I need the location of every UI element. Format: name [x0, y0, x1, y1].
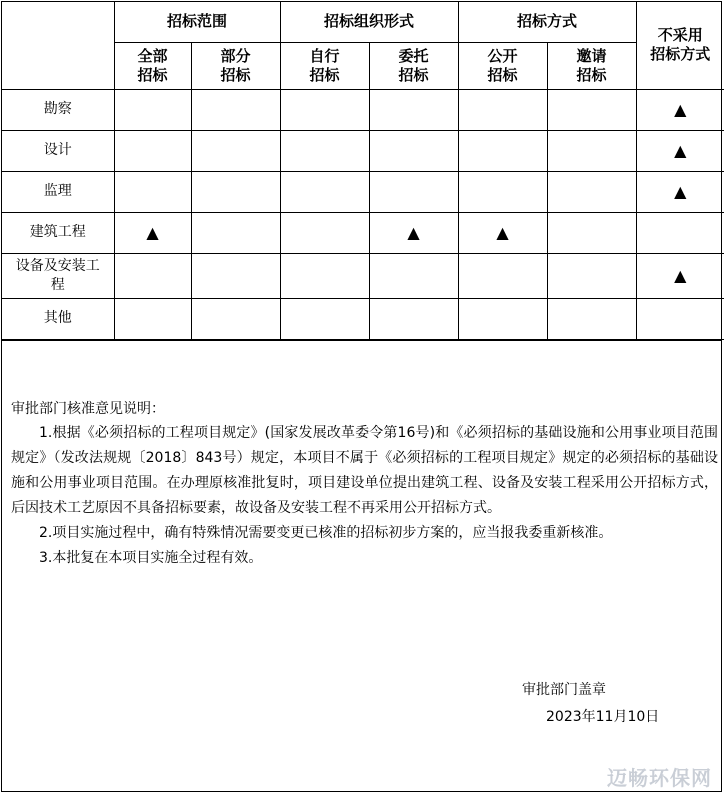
subheader-open	[458, 42, 547, 89]
table-cell	[458, 89, 547, 130]
subheader-line: 公开	[487, 46, 518, 65]
row-label-line: 其他	[43, 310, 72, 326]
table-cell	[369, 171, 458, 212]
table-cell	[191, 130, 280, 171]
group-header-scope: 招标范围	[114, 2, 280, 42]
subheader-line: 部分	[220, 46, 251, 65]
table-row	[2, 253, 724, 298]
table-cell	[114, 171, 191, 212]
subheader-line: 邀请	[576, 46, 607, 65]
table-row	[2, 212, 724, 253]
table-cell: ▲	[636, 130, 724, 171]
row-label-other	[2, 298, 114, 339]
subheader-partial	[191, 42, 280, 89]
table-cell	[547, 130, 636, 171]
group-header-method: 招标方式	[458, 2, 636, 42]
stamp-label: 审批部门盖章	[522, 682, 606, 698]
row-label-construction	[2, 212, 114, 253]
table-cell	[636, 298, 724, 339]
opinion-heading: 审批部门核准意见说明：	[11, 401, 165, 417]
approval-date: 2023年11月10日	[546, 709, 660, 725]
table-cell	[191, 253, 280, 298]
subheader-line: 招标	[220, 65, 251, 84]
row-label-line: 设备及安装工	[15, 257, 100, 274]
row-label-design	[2, 130, 114, 171]
table-cell	[636, 212, 724, 253]
row-label-line: 设计	[43, 142, 72, 158]
opinion-body	[11, 421, 718, 571]
group-header-organization: 招标组织形式	[280, 2, 458, 42]
table-cell	[369, 130, 458, 171]
subheader-entrusted	[369, 42, 458, 89]
header-no-bid-line1: 不采用	[657, 26, 703, 45]
table-cell: ▲	[458, 212, 547, 253]
opinion-paragraph: 3.本批复在本项目实施全过程有效。	[39, 550, 263, 566]
table-cell	[547, 298, 636, 339]
table-cell	[191, 212, 280, 253]
approval-document	[1, 1, 722, 792]
row-label-supervision	[2, 171, 114, 212]
header-row-groups	[2, 2, 724, 42]
subheader-line: 全部	[137, 46, 168, 65]
table-cell	[369, 253, 458, 298]
bidding-table	[2, 2, 724, 340]
table-cell	[369, 89, 458, 130]
row-label-survey	[2, 89, 114, 130]
table-cell	[547, 89, 636, 130]
table-cell	[458, 298, 547, 339]
table-cell	[280, 130, 369, 171]
table-row	[2, 89, 724, 130]
opinion-section	[2, 340, 721, 792]
table-cell	[191, 298, 280, 339]
subheader-line: 委托	[398, 46, 429, 65]
subheader-self	[280, 42, 369, 89]
table-cell	[280, 89, 369, 130]
table-cell	[547, 253, 636, 298]
subheader-line: 招标	[309, 65, 340, 84]
row-label-line: 勘察	[43, 101, 72, 117]
table-cell: ▲	[636, 171, 724, 212]
subheader-line: 招标	[137, 65, 168, 84]
subheader-invited	[547, 42, 636, 89]
table-cell	[280, 171, 369, 212]
row-label-line: 程	[50, 276, 65, 293]
table-cell	[547, 212, 636, 253]
table-cell	[458, 171, 547, 212]
watermark-text: 迈畅环保网	[607, 766, 712, 790]
table-cell: ▲	[114, 212, 191, 253]
table-cell: ▲	[369, 212, 458, 253]
table-cell	[191, 171, 280, 212]
table-cell	[458, 253, 547, 298]
table-row	[2, 130, 724, 171]
header-no-bid-line2: 招标方式	[650, 45, 711, 64]
table-row	[2, 298, 724, 339]
table-cell	[458, 130, 547, 171]
corner-cell	[2, 2, 114, 89]
row-label-line: 监理	[43, 183, 72, 199]
opinion-paragraph: 2.项目实施过程中，确有特殊情况需要变更已核准的招标初步方案的，应当报我委重新核准。	[39, 525, 613, 541]
table-cell: ▲	[636, 89, 724, 130]
header-no-bid	[636, 2, 724, 89]
row-label-equipment	[2, 253, 114, 298]
table-cell	[280, 298, 369, 339]
subheader-line: 自行	[309, 46, 340, 65]
table-cell	[114, 298, 191, 339]
opinion-paragraph: 1.根据《必须招标的工程项目规定》(国家发展改革委令第16号)和《必须招标的基础设施和公用事业项目范围规定》（发改法规规〔2018〕843号）规定，本项目不属于《必须招标的工程项目规定》规定的必须招标的基础设施和公用事业项目范围。在办理原核准批复时，项目建设单位提出建筑工程、设备及安装工程采用公开招标方式，后因技术工艺原因不具备招标要素，故设备及安装工程不再采用公开招标方式。	[11, 425, 718, 516]
table-cell	[114, 89, 191, 130]
table-cell	[280, 253, 369, 298]
subheader-line: 招标	[576, 65, 607, 84]
table-cell: ▲	[636, 253, 724, 298]
table-row	[2, 171, 724, 212]
table-cell	[547, 171, 636, 212]
subheader-line: 招标	[487, 65, 518, 84]
subheader-full	[114, 42, 191, 89]
table-cell	[114, 130, 191, 171]
table-cell	[114, 253, 191, 298]
table-cell	[280, 212, 369, 253]
table-cell	[191, 89, 280, 130]
subheader-line: 招标	[398, 65, 429, 84]
row-label-line: 建筑工程	[29, 224, 86, 240]
table-cell	[369, 298, 458, 339]
